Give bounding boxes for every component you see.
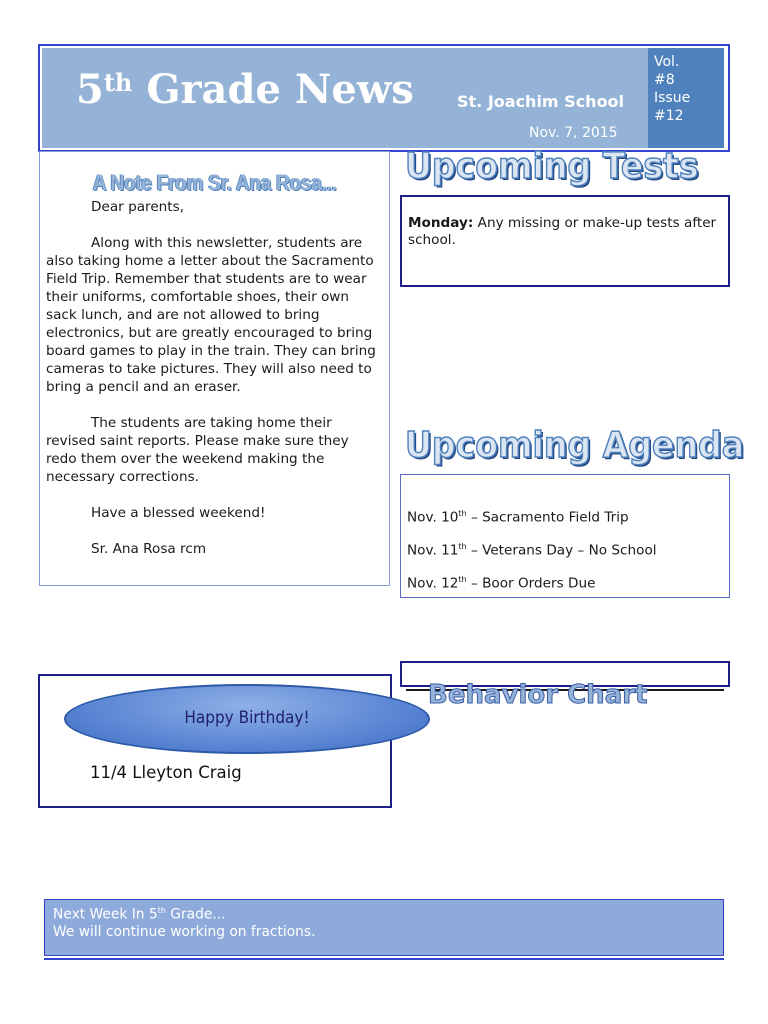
issue-label: Issue	[654, 90, 691, 106]
agenda-item	[407, 575, 729, 608]
agenda-date: Nov. 12	[407, 575, 459, 592]
next-week-box	[44, 899, 724, 956]
agenda-box	[400, 474, 730, 598]
agenda-date: Nov. 11	[407, 542, 459, 559]
volume-label: Vol.	[654, 54, 680, 70]
agenda-text: – Veterans Day – No School	[466, 542, 657, 559]
tests-heading: Upcoming Tests	[405, 146, 699, 187]
teacher-note-box	[39, 151, 390, 586]
next-week-text: We will continue working on fractions.	[53, 923, 316, 940]
volume-box	[648, 48, 724, 148]
agenda-text: – Boor Orders Due	[466, 575, 596, 592]
volume-number: #8	[654, 72, 675, 88]
title-suffix: th	[103, 68, 133, 97]
issue-date: Nov. 7, 2015	[529, 125, 618, 141]
next-week-heading	[53, 902, 723, 924]
agenda-date: Nov. 10	[407, 509, 459, 526]
next-week-underline	[44, 958, 724, 960]
agenda-heading: Upcoming Agenda	[405, 425, 745, 466]
behavior-chart-title: Behavior Chart	[428, 680, 648, 710]
next-week-heading-prefix: Next Week In 5	[53, 906, 158, 923]
note-heading: A Note From Sr. Ana Rosa...	[92, 170, 337, 195]
tests-day-label: Monday:	[408, 215, 474, 231]
note-paragraph-1: Along with this newsletter, students are also taking home a letter about the Sacramento Field Trip. Remember that students are to wear their uniforms, comfortable shoes, their own sack lunch, and are not allowed to bring electronics, but are greatly encouraged to bring board games to play in the train. They can bring cameras to take pictures. They will also need to bring a pencil and an eraser.	[46, 235, 376, 395]
note-paragraph-2: The students are taking home their revised saint reports. Please make sure they redo them over the weekend making the necessary corrections.	[46, 415, 349, 485]
note-signature: Sr. Ana Rosa rcm	[91, 541, 207, 557]
birthday-entry: 11/4 Lleyton Craig	[90, 763, 242, 782]
tests-box	[400, 195, 730, 287]
agenda-text: – Sacramento Field Trip	[466, 509, 629, 526]
masthead-banner	[42, 48, 648, 148]
next-week-heading-suffix: th	[157, 906, 166, 915]
birthday-banner-oval	[64, 684, 430, 754]
issue-number: #12	[654, 108, 684, 124]
birthday-heading: Happy Birthday!	[184, 708, 310, 728]
agenda-date-suffix: th	[458, 575, 467, 584]
tests-text: Any missing or make-up tests after school.	[408, 215, 717, 248]
agenda-item	[407, 542, 729, 575]
title-number: 5	[76, 66, 104, 113]
agenda-date-suffix: th	[458, 542, 467, 551]
note-greeting: Dear parents,	[91, 199, 185, 215]
school-name: St. Joachim School	[457, 92, 625, 111]
newsletter-title	[76, 66, 414, 113]
title-rest: Grade News	[132, 66, 414, 113]
next-week-heading-rest: Grade...	[165, 906, 226, 923]
note-closing: Have a blessed weekend!	[91, 505, 266, 521]
agenda-item	[407, 509, 729, 542]
agenda-date-suffix: th	[458, 509, 467, 518]
